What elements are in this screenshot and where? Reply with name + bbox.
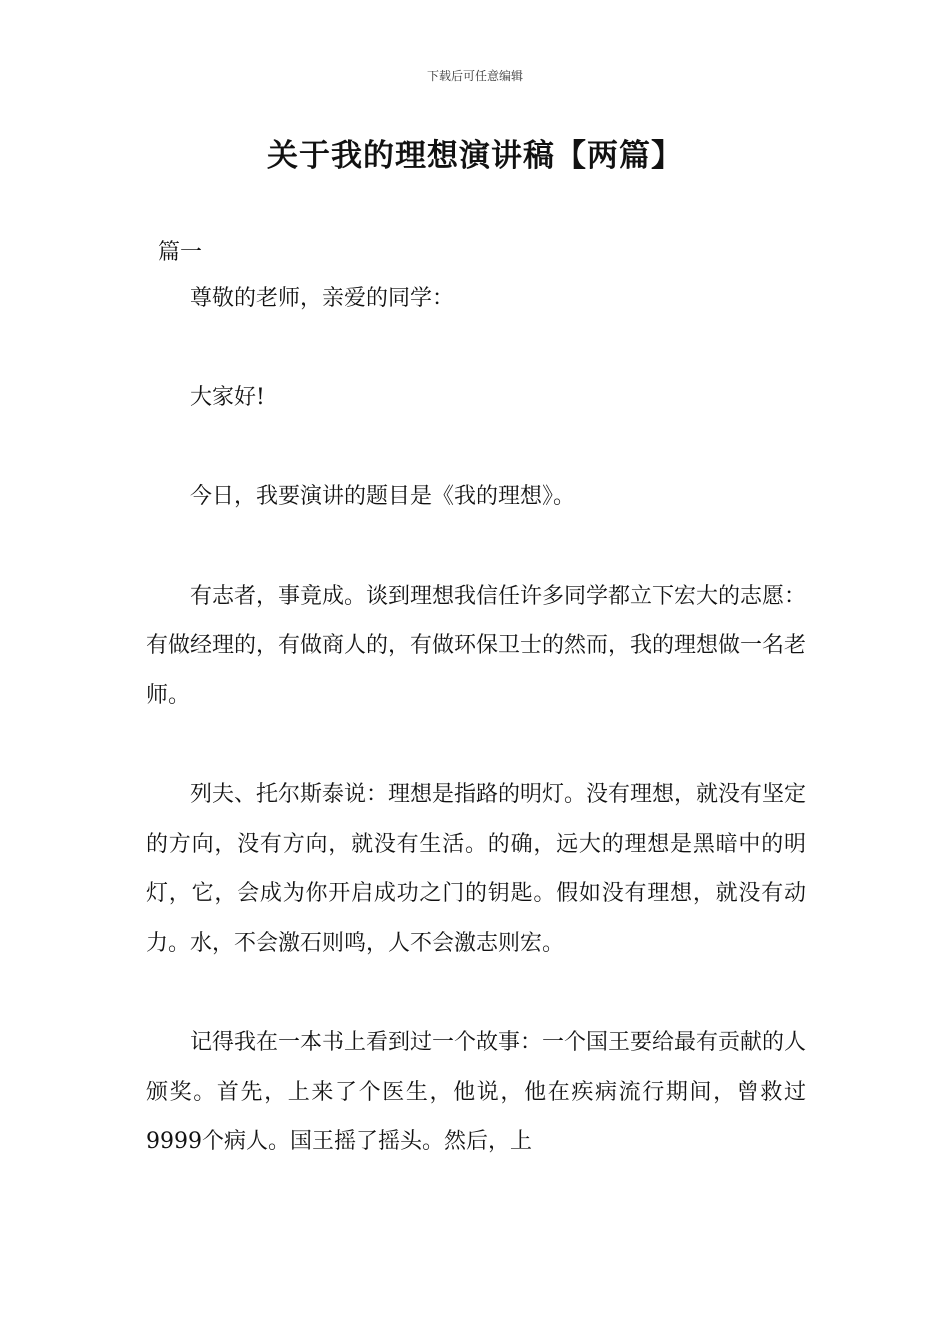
document-body xyxy=(146,274,806,1216)
paragraph-topic: 今日，我要演讲的题目是《我的理想》。 xyxy=(190,484,576,510)
paragraph-story: 记得我在一本书上看到过一个故事：一个国王要给最有贡献的人颁奖。首先，上来了个医生，他说，他在疾病流行期间，曾救过9999个病人。国王摇了摇头。然后，上 xyxy=(146,1029,807,1155)
document-title: 关于我的理想演讲稿【两篇】 xyxy=(267,138,683,174)
paragraph-ambition: 有志者，事竟成。谈到理想我信任许多同学都立下宏大的志愿：有做经理的，有做商人的，有做环保卫士的然而，我的理想做一名老师。 xyxy=(146,583,807,708)
header-note: 下载后可任意编辑 xyxy=(426,69,523,83)
paragraph-hello: 大家好! xyxy=(190,385,265,411)
paragraph-greeting: 尊敬的老师，亲爱的同学： xyxy=(190,286,455,311)
paragraph-tolstoy: 列夫、托尔斯泰说：理想是指路的明灯。没有理想，就没有坚定的方向，没有方向，就没有生活。的确，远大的理想是黑暗中的明灯，它，会成为你开启成功之门的钥匙。假如没有理想，就没有动力。水，不会激石则鸣，人不会激志则宏。 xyxy=(146,781,807,956)
section-label: 篇一 xyxy=(158,240,203,265)
